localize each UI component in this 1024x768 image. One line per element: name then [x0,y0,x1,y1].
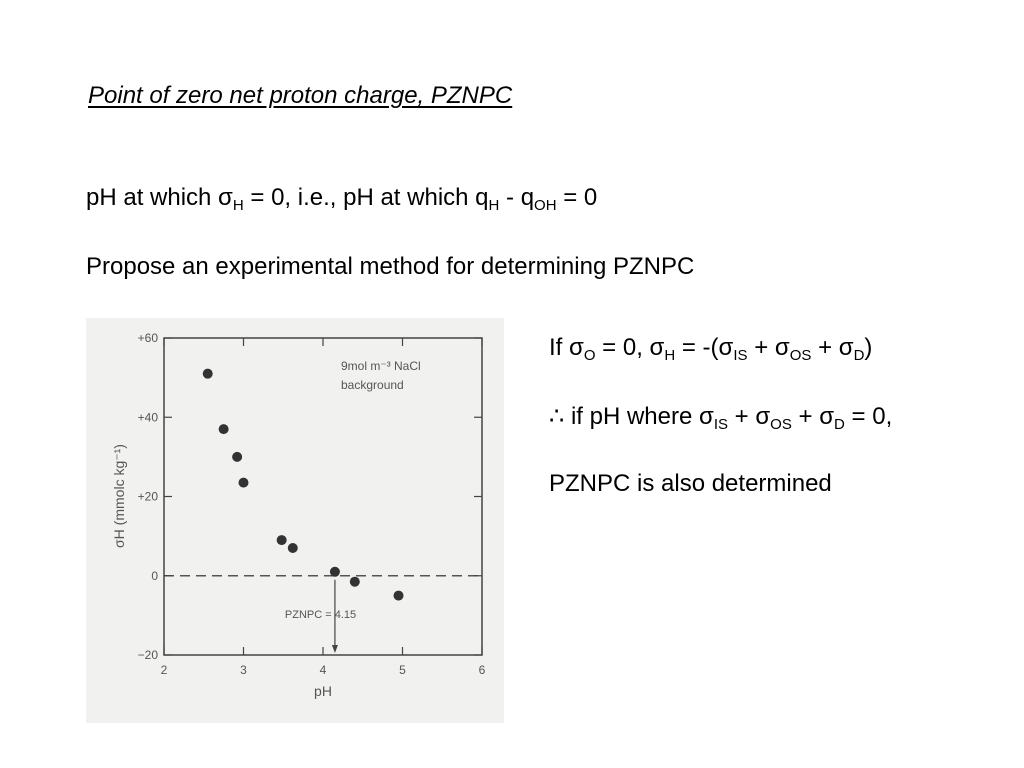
x-tick-label: 5 [399,663,406,677]
y-axis-label: σH (mmolc kg⁻¹) [111,444,127,548]
data-point [203,369,213,379]
y-tick-label: +40 [137,410,158,425]
data-point [330,567,340,577]
data-point [394,591,404,601]
y-tick-label: +60 [137,331,158,345]
chart-svg [86,318,504,723]
conclusion-line: PZNPC is also determined [549,470,832,497]
data-point [350,577,360,587]
y-tick-label: +20 [137,489,158,504]
plot-frame [164,338,482,655]
x-tick-label: 3 [240,663,247,677]
data-point [288,543,298,553]
x-tick-label: 4 [319,663,327,677]
pznpc-chart [86,318,504,723]
question-text: Propose an experimental method for determining PZNPC [86,253,695,280]
pznpc-definition: pH at which $\sigma_H = 0$, i.e., pH at which $q_H - q_{OH} = 0$ [86,184,598,214]
annotation-line-2: background [341,378,404,392]
x-tick-label: 2 [160,663,168,677]
slide-title: Point of zero net proton charge, PZNPC [88,82,513,109]
data-point [277,535,287,545]
y-tick-label: 0 [151,568,158,583]
condition-line: If $\sigma_O = 0$, $\sigma_H = -(\sigma_{IS} + \sigma_{OS} + \sigma_D)$ [549,334,873,364]
annotation-line-1: 9mol m⁻³ NaCl [341,359,421,373]
y-tick-label: −20 [137,648,158,662]
therefore-line: ∴ if pH where $\sigma_{IS} + \sigma_{OS} + \sigma_D = 0$, [549,403,893,433]
data-point [232,452,242,462]
x-tick-label: 6 [478,663,486,677]
x-axis-label: pH [314,683,332,699]
data-point [239,478,249,488]
pznpc-arrowhead [332,645,338,653]
data-point [219,424,229,434]
pznpc-label: PZNPC = 4.15 [284,608,357,621]
